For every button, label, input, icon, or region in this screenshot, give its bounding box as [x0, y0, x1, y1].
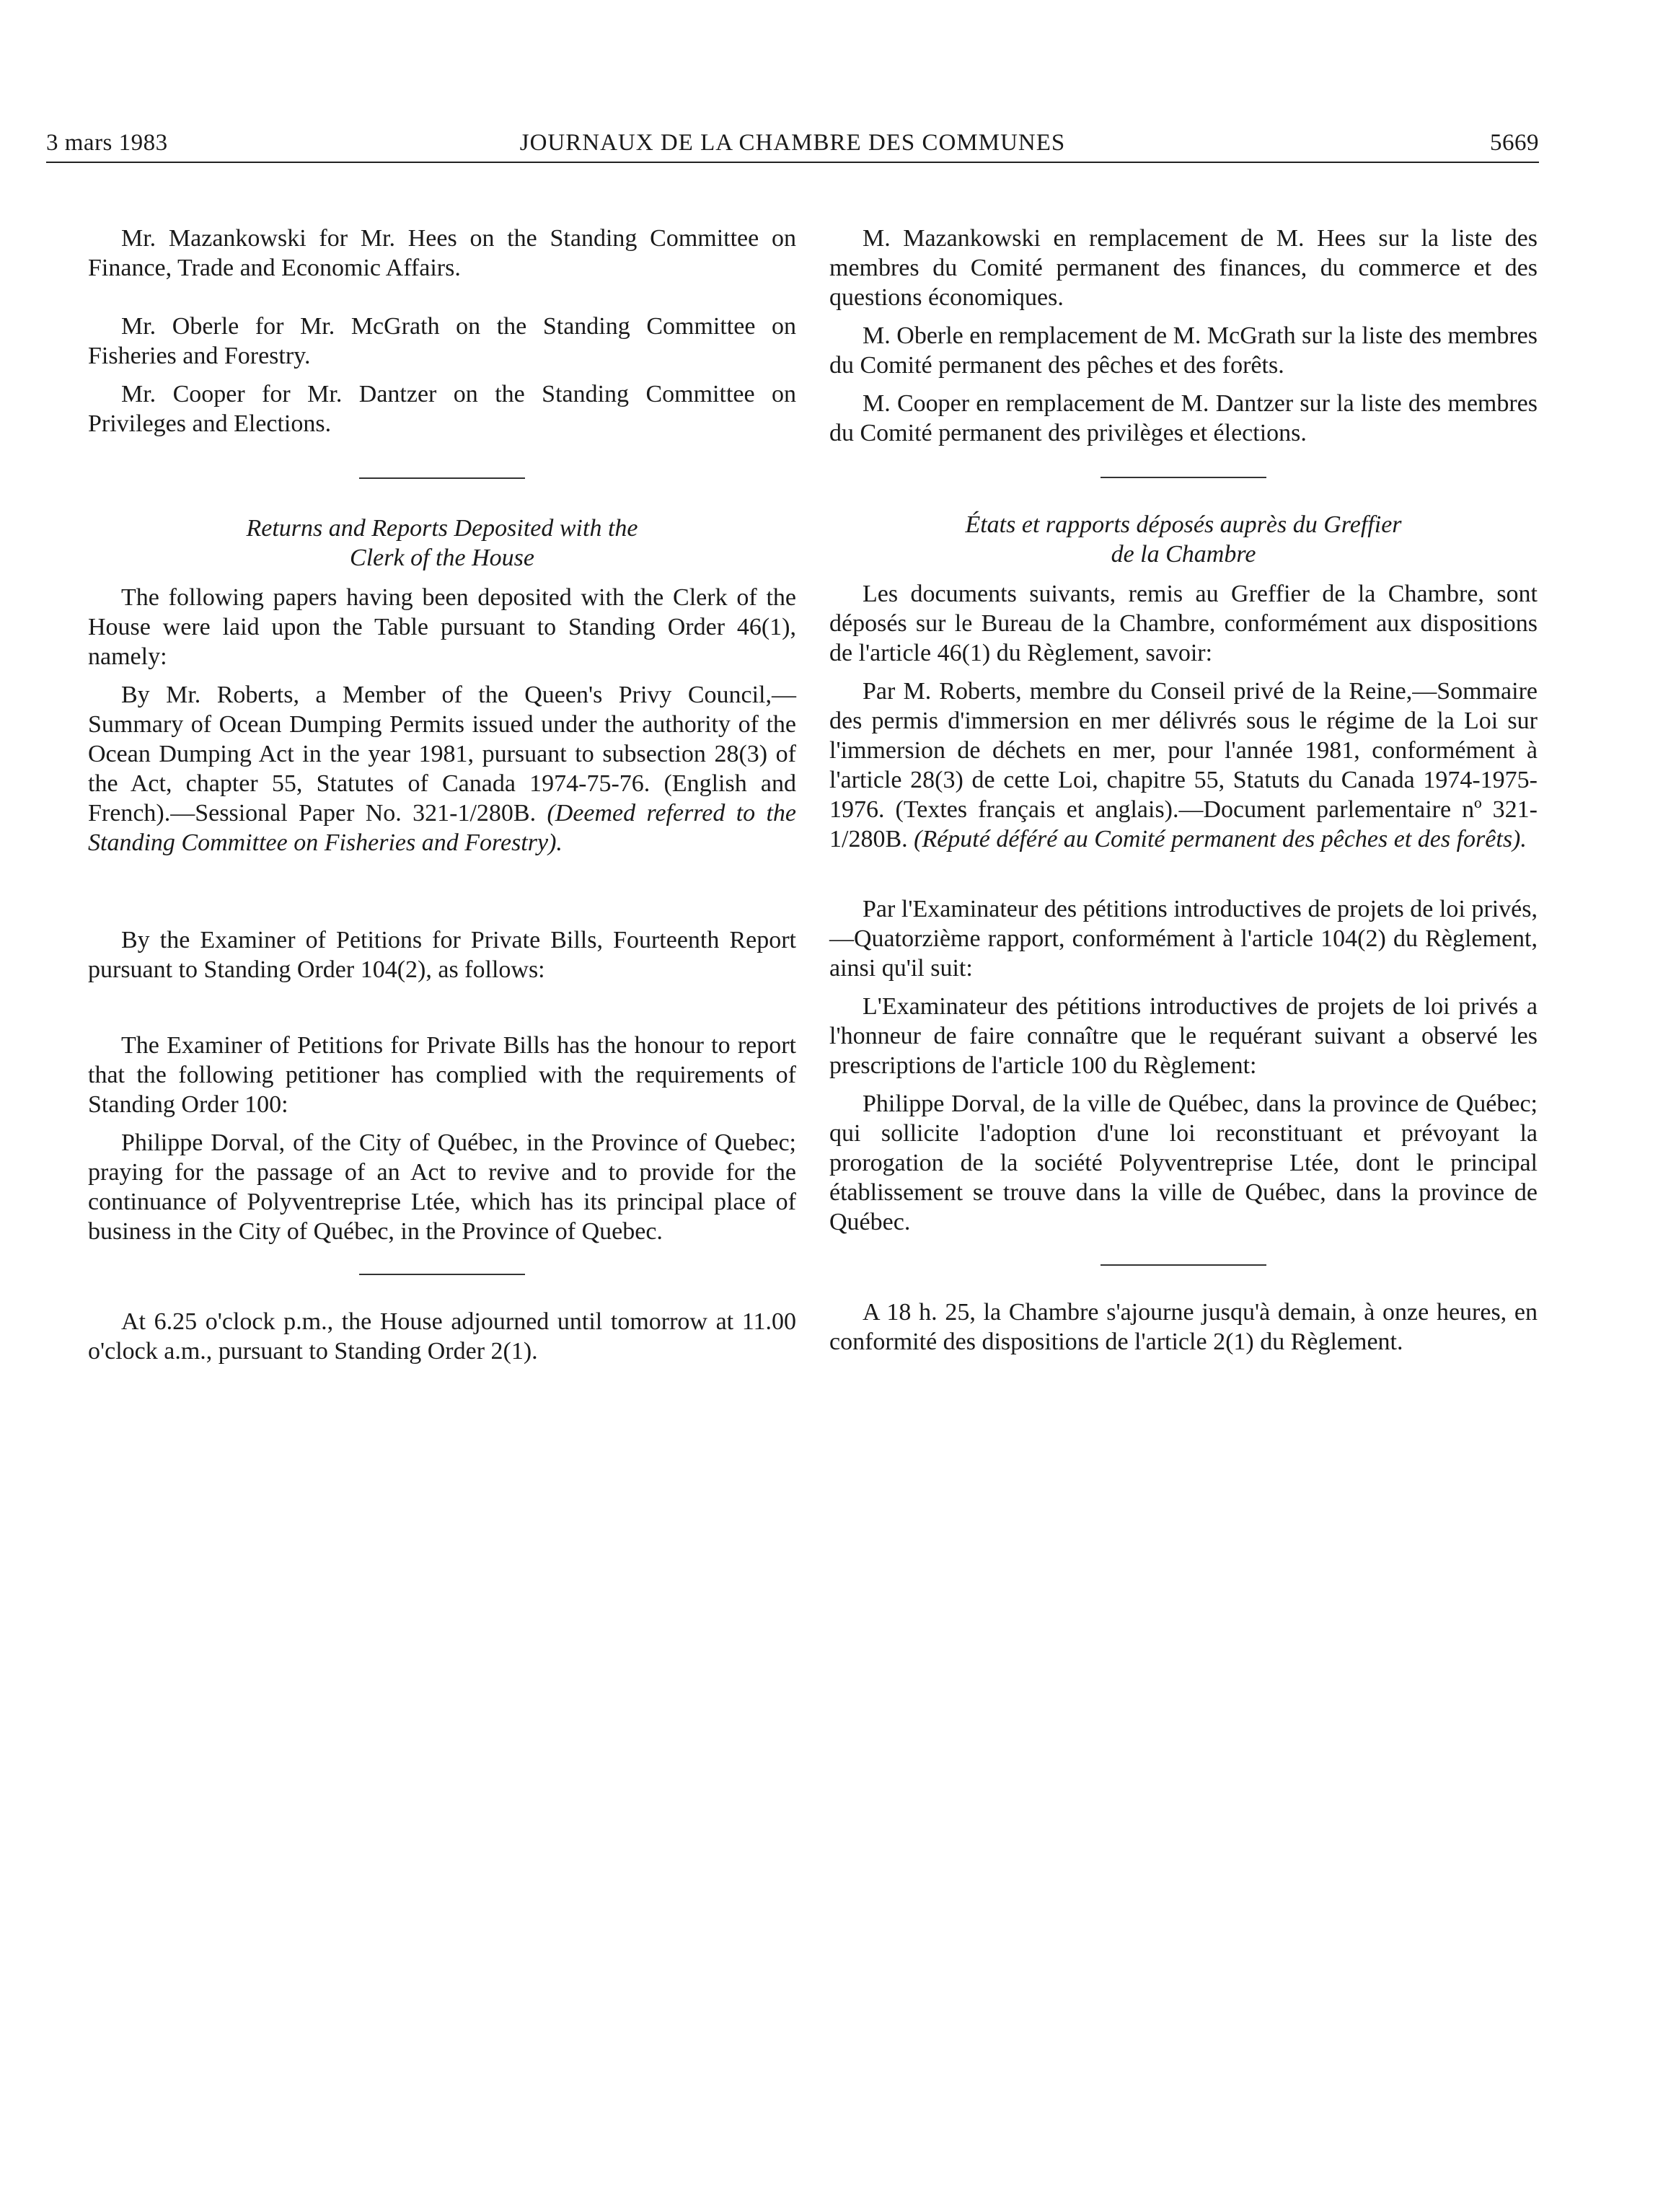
header-page-number: 5669 — [1490, 130, 1539, 156]
ocean-dumping-referral: (Réputé déféré au Comité permanent des pêches et des forêts). — [914, 826, 1527, 852]
section-divider — [359, 477, 525, 479]
committee-change-mazankowski: Mr. Mazankowski for Mr. Hees on the Standing Committee on Finance, Trade and Economic Affairs. — [88, 225, 796, 281]
examiner-report-intro: Par l'Examinateur des pétitions introductives de projets de loi privés,—Quatorzième rapport, conformément à l'article 104(2) du Règlement, ainsi qu'il suit: — [829, 896, 1538, 982]
header-date: 3 mars 1983 — [46, 130, 168, 156]
committee-change-oberle: M. Oberle en remplacement de M. McGrath sur la liste des membres du Comité permanent des pêches et des forêts. — [829, 322, 1538, 379]
section-divider — [1101, 477, 1266, 478]
ocean-dumping-paper — [829, 677, 1538, 854]
page-header — [46, 127, 1539, 163]
dorval-petition: Philippe Dorval, de la ville de Québec, dans la province de Québec; qui sollicite l'adoption d'une loi reconstituant et prévoyant la prorogation de la société Polyventreprise Ltée, dont le principal établissement se trouve dans la ville de Québec, dans la province de Québec. — [829, 1090, 1538, 1235]
committee-change-cooper: Mr. Cooper for Mr. Dantzer on the Standing Committee on Privileges and Elections. — [88, 381, 796, 437]
header-rule — [46, 162, 1539, 163]
ocean-dumping-paper — [88, 680, 796, 858]
section-heading-returns — [88, 514, 796, 573]
examiner-report-text: L'Examinateur des pétitions introductives de projets de loi privés a l'honneur de faire connaître que le requérant suivant a observé les prescriptions de l'article 100 du Règlement: — [829, 993, 1538, 1079]
header-journal-title: JOURNAUX DE LA CHAMBRE DES COMMUNES — [519, 130, 1066, 156]
papers-deposited-intro: Les documents suivants, remis au Greffier de la Chambre, sont déposés sur le Bureau de la Chambre, conformément aux dispositions de l'article 46(1) du Règlement, savoir: — [829, 581, 1538, 666]
english-column — [88, 224, 796, 1375]
section-divider — [359, 1274, 525, 1275]
committee-change-oberle: Mr. Oberle for Mr. McGrath on the Standing Committee on Fisheries and Forestry. — [88, 313, 796, 369]
committee-change-cooper: M. Cooper en remplacement de M. Dantzer sur la liste des membres du Comité permanent des privilèges et élections. — [829, 390, 1538, 446]
dorval-petition: Philippe Dorval, of the City of Québec, in the Province of Quebec; praying for the passage of an Act to revive and to provide for the continuance of Polyventreprise Ltée, which has its principal place of business in the City of Québec, in the Province of Quebec. — [88, 1129, 796, 1245]
committee-change-mazankowski: M. Mazankowski en remplacement de M. Hees sur la liste des membres du Comité permanent des finances, du commerce et des questions économiques. — [829, 225, 1538, 311]
heading-line: États et rapports déposés auprès du Greffier — [965, 511, 1402, 538]
examiner-report-text: The Examiner of Petitions for Private Bills has the honour to report that the following petitioner has complied with the requirements of Standing Order 100: — [88, 1032, 796, 1118]
heading-line: Returns and Reports Deposited with the — [246, 515, 638, 542]
section-divider — [1101, 1264, 1266, 1266]
ocean-dumping-paper-text: Par M. Roberts, membre du Conseil privé de la Reine,—Sommaire des permis d'immersion en mer délivrés sous le régime de la Loi sur l'immersion de déchets en mer, pour l'année 1981, conformément à l'article 28(3) de cette Loi, chapitre 55, Statuts du Canada 1974-1975-1976. (Textes français et anglais).—Document parlementaire nº 321-1/280B. — [829, 678, 1538, 852]
heading-line: Clerk of the House — [350, 545, 534, 571]
adjournment-notice: At 6.25 o'clock p.m., the House adjourned until tomorrow at 11.00 o'clock a.m., pursuant to Standing Order 2(1). — [88, 1308, 796, 1365]
papers-deposited-intro: The following papers having been deposited with the Clerk of the House were laid upon the Table pursuant to Standing Order 46(1), namely: — [88, 584, 796, 670]
ocean-dumping-referral: (Deemed referred to the Standing Committee on Fisheries and Forestry). — [88, 800, 797, 856]
examiner-report-intro: By the Examiner of Petitions for Private Bills, Fourteenth Report pursuant to Standing Order 104(2), as follows: — [88, 927, 796, 983]
french-column — [829, 224, 1538, 1365]
heading-line: de la Chambre — [1111, 541, 1256, 568]
adjournment-notice: A 18 h. 25, la Chambre s'ajourne jusqu'à demain, à onze heures, en conformité des dispositions de l'article 2(1) du Règlement. — [829, 1299, 1538, 1355]
section-heading-etats — [829, 510, 1538, 569]
ocean-dumping-paper-text: By Mr. Roberts, a Member of the Queen's Privy Council,—Summary of Ocean Dumping Permits issued under the authority of the Ocean Dumping Act in the year 1981, pursuant to subsection 28(3) of the Act, chapter 55, Statutes of Canada 1974-75-76. (English and French).—Sessional Paper No. 321-1/280B. — [88, 682, 796, 827]
